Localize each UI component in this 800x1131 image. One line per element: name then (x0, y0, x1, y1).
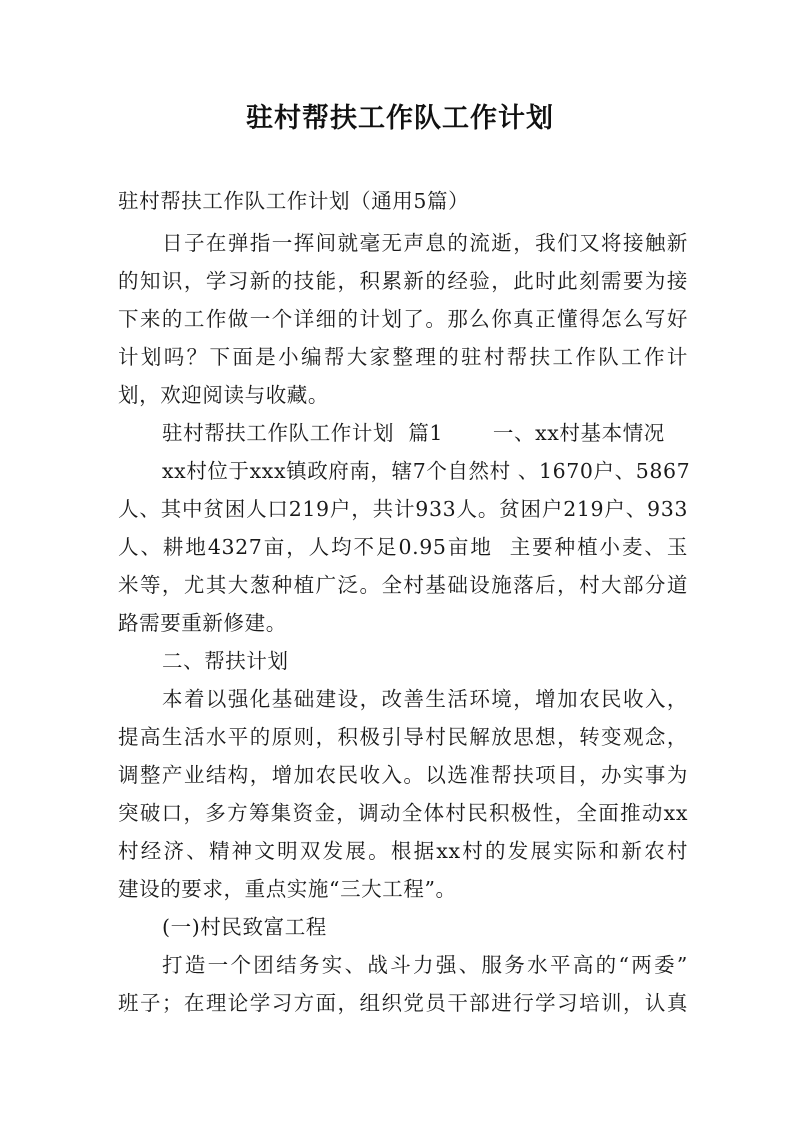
document-subtitle: 驻村帮扶工作队工作计划（通用5篇） (118, 189, 470, 213)
paragraph-line: 路需要重新修建。 (118, 611, 287, 635)
paragraph-line: 的知识，学习新的技能，积累新的经验，此时此刻需要为接 (118, 269, 688, 293)
paragraph-line: 调整产业结构，增加农民收入。以选准帮扶项目，办实事为 (118, 763, 688, 787)
paragraph-line: 本着以强化基础建设，改善生活环境，增加农民收入， (162, 687, 688, 711)
paragraph-line: 下来的工作做一个详细的计划了。那么你真正懂得怎么写好 (118, 307, 688, 331)
paragraph-line: 提高生活水平的原则，积极引导村民解放思想，转变观念， (118, 725, 688, 749)
paragraph-line: 计划吗？下面是小编帮大家整理的驻村帮扶工作队工作计 (118, 345, 688, 369)
paragraph-line: xx村位于xxx镇政府南，辖7个自然村 、1670户、5867 (162, 459, 691, 483)
paragraph-line: 划，欢迎阅读与收藏。 (118, 383, 329, 407)
paragraph-line: 人、其中贫困人口219户，共计933人。贫困户219户、933 (118, 497, 688, 521)
paragraph-line: 米等，尤其大葱种植广泛。全村基础设施落后，村大部分道 (118, 573, 688, 597)
paragraph-line: 日子在弹指一挥间就毫无声息的流逝，我们又将接触新 (162, 231, 688, 255)
document-title: 驻村帮扶工作队工作计划 (246, 103, 554, 134)
section-heading: 二、帮扶计划 (162, 649, 289, 673)
section-heading-line: 驻村帮扶工作队工作计划 篇1 一、xx村基本情况 (162, 421, 665, 445)
paragraph-line: 村经济、精神文明双发展。根据xx村的发展实际和新农村 (118, 839, 688, 863)
paragraph-line: 突破口，多方筹集资金，调动全体村民积极性，全面推动xx (118, 801, 688, 825)
paragraph-line: 建设的要求，重点实施“三大工程”。 (118, 877, 457, 901)
subsection-heading: (一)村民致富工程 (162, 915, 327, 939)
paragraph-line: 打造一个团结务实、战斗力强、服务水平高的“两委” (162, 953, 688, 977)
paragraph-line: 人、耕地4327亩，人均不足0.95亩地 主要种植小麦、玉 (118, 535, 688, 559)
paragraph-line: 班子；在理论学习方面，组织党员干部进行学习培训，认真 (118, 991, 688, 1015)
